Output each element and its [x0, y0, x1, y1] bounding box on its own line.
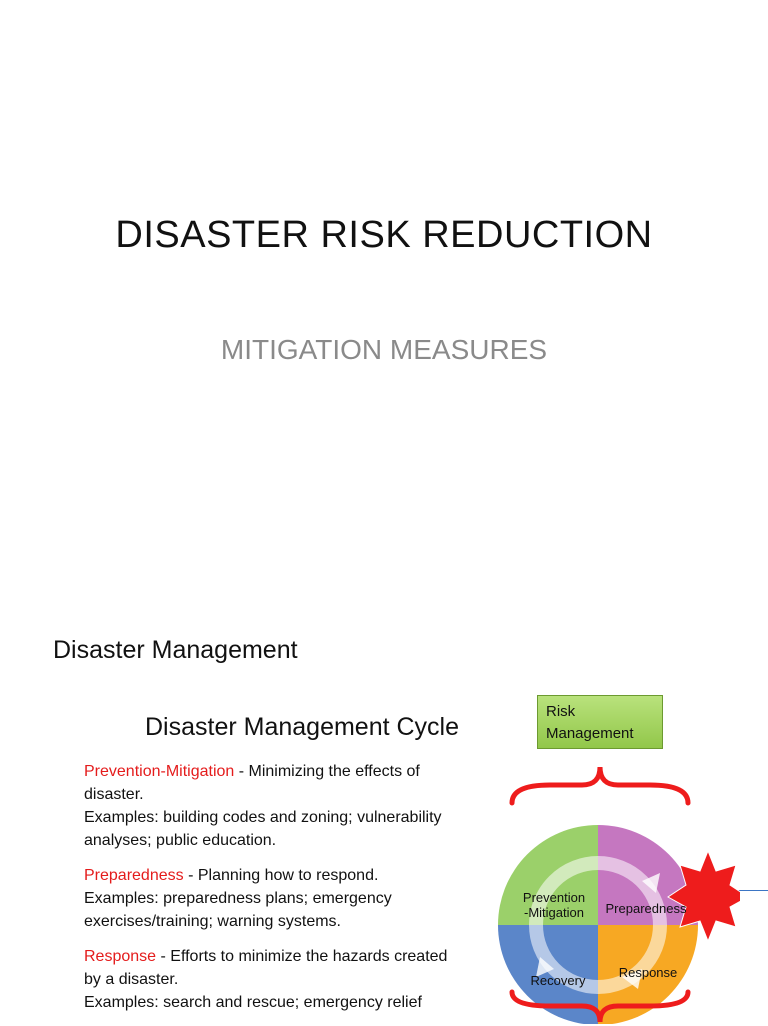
- list-item: [84, 945, 464, 1014]
- top-brace-icon: [512, 767, 688, 803]
- examples: Examples: preparedness plans; emergency exercises/training; warning systems.: [84, 890, 392, 930]
- bottom-brace: [490, 986, 740, 1024]
- cycle-heading: Disaster Management Cycle: [145, 713, 460, 741]
- section-title: Disaster Management: [53, 636, 298, 664]
- risk-management-box: [537, 695, 663, 749]
- term-prevention: Prevention-Mitigation: [84, 763, 235, 780]
- risk-box-line1: Risk: [546, 703, 576, 720]
- term-preparedness: Preparedness: [84, 867, 184, 884]
- definition: - Planning how to respond.: [183, 867, 379, 884]
- risk-box-line2: Management: [546, 725, 634, 742]
- list-item: [84, 760, 464, 852]
- slide-subtitle: MITIGATION MEASURES: [220, 334, 548, 365]
- slide-title: DISASTER RISK REDUCTION: [115, 214, 653, 256]
- label-mitigation: -Mitigation: [524, 905, 584, 920]
- definition: - Efforts to minimize the hazards created by a disaster.: [84, 948, 448, 988]
- disaster-cycle-diagram: [490, 755, 740, 1024]
- label-response: Response: [618, 965, 678, 980]
- examples: Examples: search and rescue; emergency relief: [84, 994, 422, 1011]
- examples: Examples: building codes and zoning; vulnerability analyses; public education.: [84, 809, 442, 849]
- bottom-brace-icon: [512, 992, 688, 1022]
- label-recovery: Recovery: [530, 973, 586, 988]
- content-slide: [0, 600, 768, 1024]
- label-prevention: Prevention: [522, 890, 586, 905]
- list-item: [84, 864, 464, 933]
- definition: - Minimizing the effects of disaster.: [84, 763, 420, 803]
- bullet-list: [84, 760, 464, 1026]
- term-response: Response: [84, 948, 157, 965]
- label-preparedness: Preparedness: [605, 901, 687, 916]
